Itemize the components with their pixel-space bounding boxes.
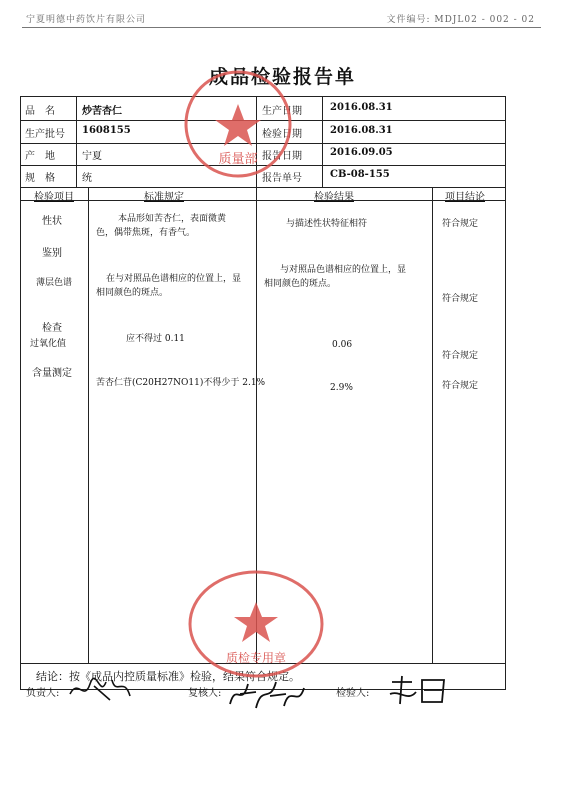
column-item: 检验项目 — [34, 192, 74, 203]
column-conclusion: 项目结论 — [445, 192, 485, 203]
col-divider — [88, 187, 89, 663]
conclusion-tlc: 符合规定 — [442, 294, 479, 304]
standard-tlc-line2: 相同颜色的斑点。 — [96, 288, 169, 298]
product-name-value: 炒苦杏仁 — [82, 106, 122, 117]
item-traits: 性状 — [42, 216, 62, 227]
column-standard: 标准规定 — [144, 192, 184, 203]
conclusion-assay: 符合规定 — [442, 381, 479, 391]
conclusion-text: 结论：按《成品内控质量标准》检验，结果符合规定。 — [36, 670, 300, 683]
row-divider — [20, 200, 506, 201]
batch-number-label: 生产批号 — [25, 129, 65, 140]
company-header: 宁夏明德中药饮片有限公司 — [26, 15, 147, 25]
svg-text:质检专用章: 质检专用章 — [225, 651, 287, 665]
report-date-label: 报告日期 — [262, 151, 302, 162]
item-check: 检查 — [42, 323, 62, 334]
batch-number-value: 1608155 — [82, 125, 131, 136]
report-date-value: 2016.09.05 — [330, 147, 393, 158]
production-date-label: 生产日期 — [262, 106, 302, 117]
inspection-date-label: 检验日期 — [262, 129, 302, 140]
inspector-label: 检验人: — [336, 688, 370, 699]
reviewer-signature — [226, 674, 308, 714]
result-peroxide: 0.06 — [332, 340, 353, 350]
responsible-label: 负责人: — [26, 688, 60, 699]
origin-value: 宁夏 — [82, 151, 102, 162]
quality-department-stamp — [178, 64, 298, 184]
reviewer-label: 复核人: — [188, 688, 222, 699]
header-divider — [22, 27, 541, 28]
standard-traits-line2: 色，偶带焦斑，有香气。 — [96, 228, 196, 238]
report-number-label: 报告单号 — [262, 173, 302, 184]
result-traits: 与描述性状特征相符 — [286, 219, 368, 229]
item-assay: 含量测定 — [32, 368, 72, 379]
svg-text:质量部: 质量部 — [218, 152, 258, 167]
spec-label: 规 格 — [25, 173, 55, 184]
conclusion-traits: 符合规定 — [442, 219, 479, 229]
col-divider — [432, 187, 433, 663]
column-result: 检验结果 — [314, 192, 354, 203]
col-divider — [76, 97, 77, 187]
standard-tlc-line1: 在与对照品色谱相应的位置上，显 — [106, 274, 242, 284]
inspection-date-value: 2016.08.31 — [330, 125, 393, 136]
standard-traits-line1: 本品形如苦杏仁，表面微黄 — [118, 214, 227, 224]
result-tlc-line1: 与对照品色谱相应的位置上，显 — [280, 265, 407, 275]
conclusion-peroxide: 符合规定 — [442, 351, 479, 361]
item-peroxide: 过氧化值 — [30, 339, 67, 349]
spec-value: 统 — [82, 173, 92, 184]
page-title: 成品检验报告单 — [208, 66, 356, 88]
production-date-value: 2016.08.31 — [330, 102, 393, 113]
document-number: 文件编号: MDJL02 - 002 - 02 — [386, 15, 535, 25]
standard-peroxide: 应不得过 0.11 — [126, 334, 185, 344]
quality-inspection-stamp — [186, 568, 326, 680]
result-assay: 2.9% — [330, 383, 353, 393]
result-tlc-line2: 相同颜色的斑点。 — [264, 279, 337, 289]
item-tlc: 薄层色谱 — [36, 278, 73, 288]
responsible-signature — [66, 672, 136, 708]
inspector-signature — [386, 672, 450, 708]
row-divider — [20, 187, 506, 188]
item-identification: 鉴别 — [42, 248, 62, 259]
product-name-label: 品 名 — [25, 106, 55, 117]
standard-assay: 苦杏仁苷(C20H27NO11)不得少于 2.1% — [96, 378, 266, 388]
report-number-value: CB-08-155 — [330, 169, 390, 180]
col-divider — [322, 97, 323, 187]
origin-label: 产 地 — [25, 151, 55, 162]
